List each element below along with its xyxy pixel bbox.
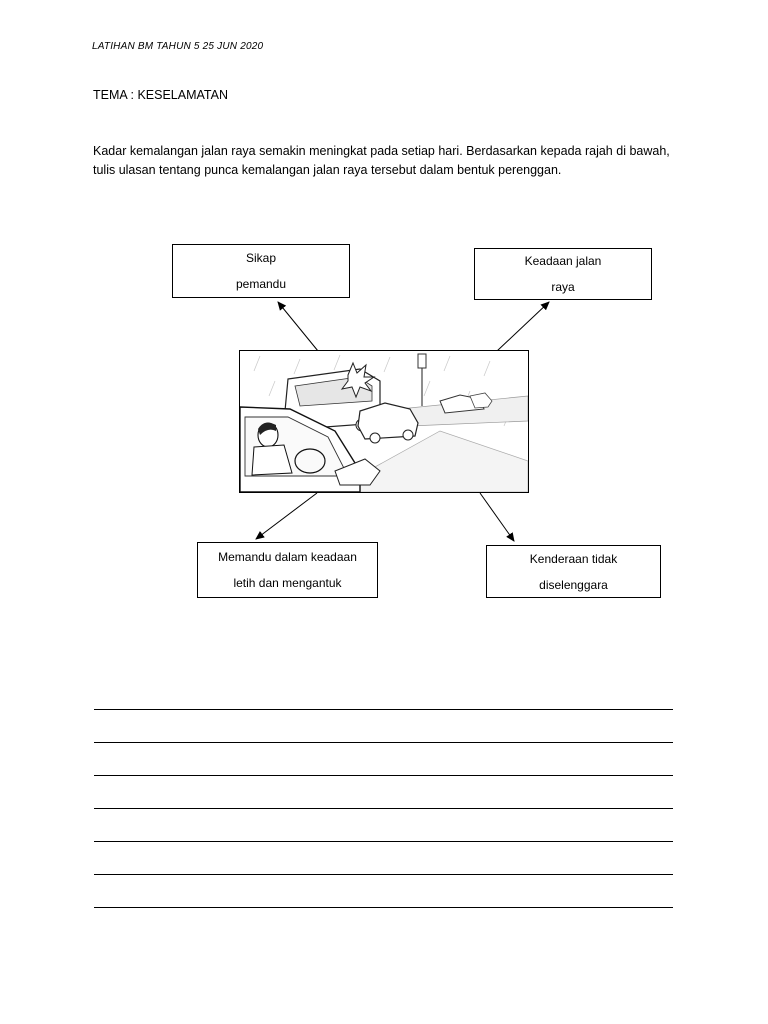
road-accident-illustration: [239, 350, 529, 493]
arrow-to-keadaan-jalan-raya: [497, 302, 549, 351]
road-accident-drawing: [240, 351, 528, 492]
writing-line[interactable]: [94, 875, 673, 908]
cause-box-line: raya: [551, 280, 575, 294]
worksheet-header: LATIHAN BM TAHUN 5 25 JUN 2020: [92, 41, 264, 52]
cause-box-tired-driving: [197, 542, 378, 598]
arrow-to-kenderaan-tidak-diselenggara: [480, 493, 514, 541]
cause-box-line: Memandu dalam keadaan: [218, 550, 357, 564]
theme-title: TEMA : KESELAMATAN: [93, 88, 228, 102]
cause-box-unmaintained-vehicle: [486, 545, 661, 598]
cause-box-line: letih dan mengantuk: [233, 576, 342, 590]
cause-box-line: diselenggara: [539, 577, 608, 592]
writing-line[interactable]: [94, 710, 673, 743]
cause-box-line: Keadaan jalan: [524, 254, 602, 268]
arrow-to-memandu-letih: [256, 493, 317, 539]
writing-line[interactable]: [94, 776, 673, 809]
cause-box-line: Sikap: [245, 251, 277, 265]
cause-box-line: pemandu: [235, 277, 287, 291]
writing-line[interactable]: [94, 743, 673, 776]
answer-writing-area[interactable]: [94, 700, 673, 908]
writing-line[interactable]: [94, 809, 673, 842]
writing-line[interactable]: [94, 842, 673, 875]
cause-box-line: Kenderaan tidak: [529, 551, 618, 566]
writing-line[interactable]: [94, 700, 673, 710]
instruction-text: Kadar kemalangan jalan raya semakin meningkat pada setiap hari. Berdasarkan kepada rajah di bawah, tulis ulasan tentang punca kemalangan jalan raya tersebut dalam bentuk perenggan.: [93, 144, 670, 177]
cause-box-road-condition: [474, 248, 652, 300]
arrow-to-sikap-pemandu: [278, 302, 318, 351]
cause-box-driver-attitude: [172, 244, 350, 298]
